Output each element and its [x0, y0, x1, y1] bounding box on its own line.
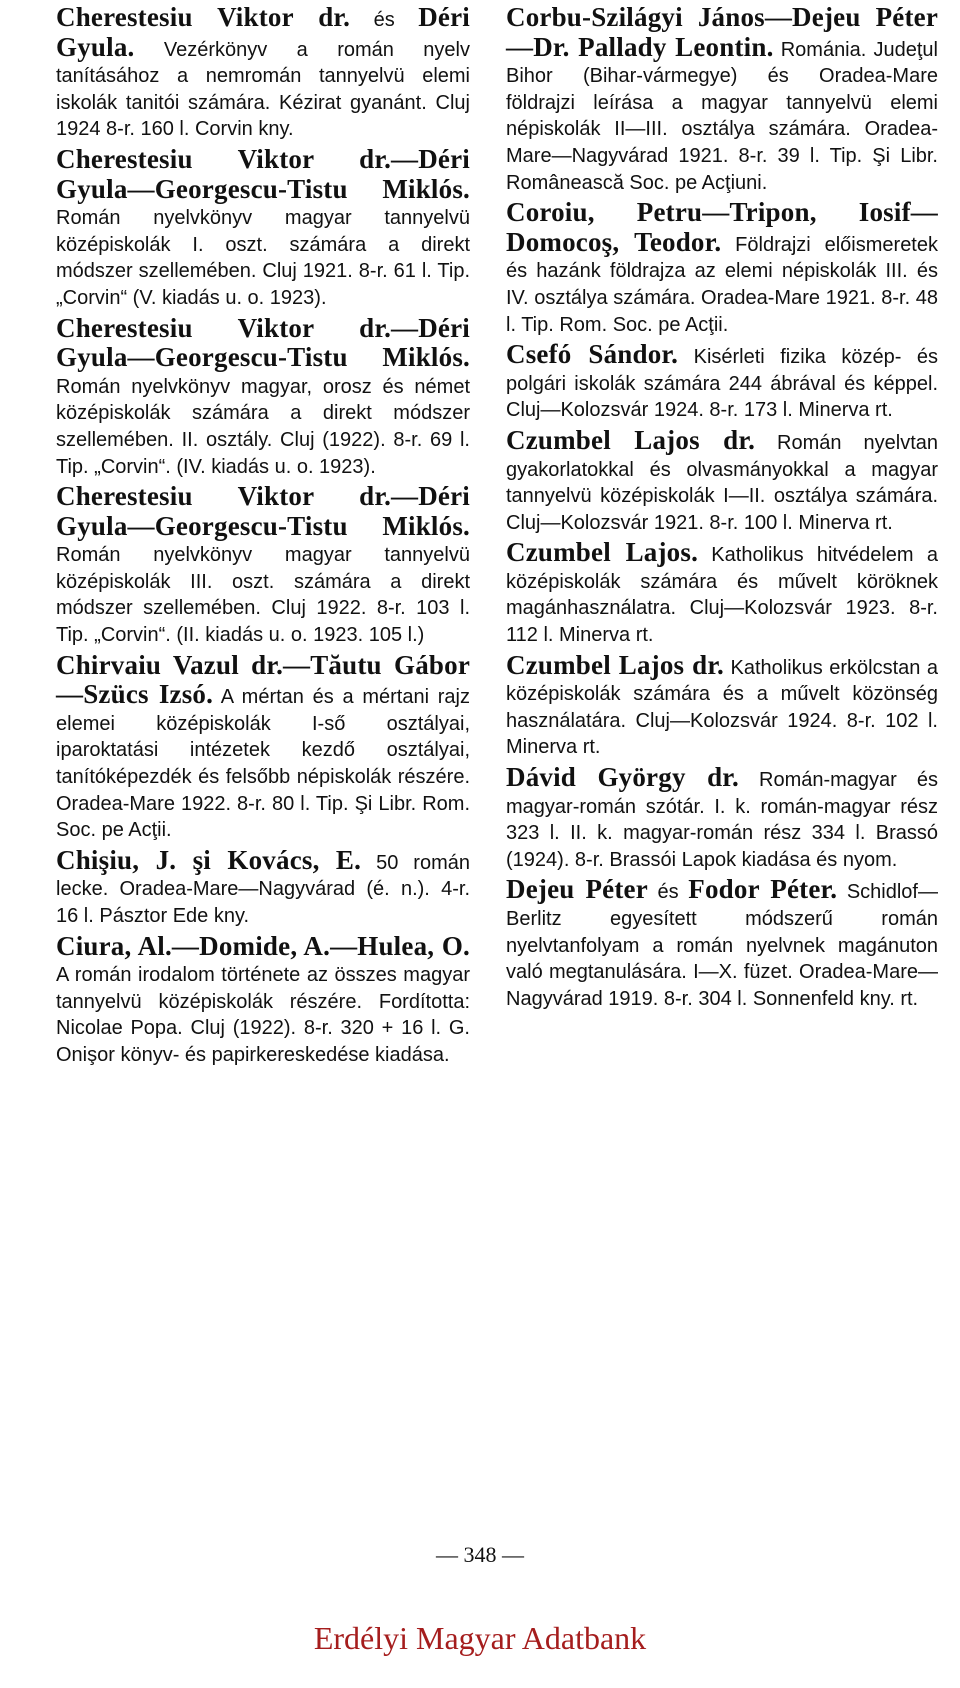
bibliography-entry	[506, 4, 938, 196]
entry-author: Dejeu Péter	[506, 874, 648, 905]
bibliography-entry	[56, 649, 470, 844]
entry-text: Katholikus erkölcstan a középiskolák számára és a művelt közönség használatára. Cluj—Kolozsvár 1924. 8-r. 102 l. Minerva rt.	[506, 656, 938, 759]
entry-text: Román nyelvkönyv magyar tannyelvü középiskolák III. oszt. számára a direkt módszer szellemében. Cluj 1922. 8-r. 103 l. Tip. „Corvin“. (II. kiadás u. o. 1923. 105 l.)	[56, 544, 470, 647]
bibliography-entry	[56, 844, 470, 930]
right-column	[506, 4, 938, 1015]
entry-author: Corbu-Szilágyi János—Dejeu Péter—Dr. Pallady Leontin.	[506, 2, 938, 62]
entry-author: Cherestesiu Viktor dr.—Déri Gyula—Georgescu-Tistu Miklós.	[56, 481, 470, 541]
bibliography-entry	[56, 312, 470, 481]
bibliography-entry	[506, 539, 938, 648]
bibliography-entry	[56, 143, 470, 312]
page-number: — 348 —	[436, 1542, 524, 1567]
entry-text: Román-magyar és magyar-román szótár. I. k. román-magyar rész 323 l. II. k. magyar-román rész 334 l. Brassó (1924). 8-r. Brassói Lapok kiadása és nyom.	[506, 769, 938, 871]
entry-text: A mértan és a mértani rajz elemei középiskolák I-ső osztályai, iparoktatási intézetek kezdő osztályai, tanítóképezdék és felsőbb népiskolák részére. Oradea-Mare 1922. 8-r. 80 l. Tip. Şi Libr. Rom. Soc. pe Acţii.	[56, 686, 470, 842]
entry-text: Románia. Judeţul Bihor (Bihar-vármegye) és Oradea-Mare földrajzi leírása a magyar tannyelvü elemi népiskolák II—III. osztálya számára. Oradea-Mare—Nagyvárad 1921. 8-r. 39 l. Tip. Şi Libr. Românească Soc. pe Acţiuni.	[506, 38, 938, 194]
entry-author: Czumbel Lajos dr.	[506, 424, 756, 455]
bibliography-entry	[506, 764, 938, 873]
bibliography-entry	[56, 483, 470, 649]
entry-text: Földrajzi előismeretek és hazánk földrajza az elemi népiskolák III. és IV. osztálya számára. Oradea-Mare 1921. 8-r. 48 l. Tip. Rom. Soc. pe Acţii.	[506, 233, 938, 336]
entry-text: A román irodalom története az összes magyar tannyelvü középiskolák részére. Fordította: Nicolae Popa. Cluj (1922). 8-r. 320 + 16 l. G. Onişor könyv- és papirkereskedése kiadása.	[56, 964, 470, 1066]
left-column	[56, 4, 470, 1072]
bibliography-entry	[506, 876, 938, 1012]
bibliography-entry	[56, 930, 470, 1069]
entry-author: Cherestesiu Viktor dr.	[56, 2, 351, 32]
entry-author: Czumbel Lajos dr.	[506, 649, 725, 680]
entry-text: Román nyelvtan gyakorlatokkal és olvasmányokkal a magyar tannyelvü középiskolák I—II. osztálya számára. Cluj—Kolozsvár 1921. 8-r. 100 l. Minerva rt.	[506, 431, 938, 534]
bibliography-entry	[506, 424, 938, 536]
footer-link[interactable]: Erdélyi Magyar Adatbank	[313, 1620, 647, 1656]
entry-author: Dávid György dr.	[506, 762, 739, 793]
entry-author: Coroiu, Petru—Tripon, Iosif—Domocoş, Teodor.	[506, 197, 938, 257]
bibliography-entry	[506, 199, 938, 338]
entry-text: Kisérleti fizika közép- és polgári iskolák számára 244 ábrával és képpel. Cluj—Kolozsvár 1924. 8-r. 173 l. Minerva rt.	[506, 346, 938, 422]
entry-author: Cherestesiu Viktor dr.—Déri Gyula—Georgescu-Tistu Miklós.	[56, 143, 470, 204]
entry-author-2: Déri Gyula.	[56, 2, 470, 62]
entry-conjunction: és	[647, 881, 689, 904]
entry-text: Katholikus hitvédelem a középiskolák számára és művelt köröknek magánhasználatra. Cluj—Kolozsvár 1923. 8-r. 112 l. Minerva rt.	[506, 544, 938, 647]
entry-text: Román nyelvkönyv magyar tannyelvü középiskolák I. oszt. számára a direkt módszer szellemében. Cluj 1921. 8-r. 61 l. Tip. „Corvin“ (V. kiadás u. o. 1923).	[56, 207, 470, 309]
entry-author: Csefó Sándor.	[506, 339, 679, 370]
entry-text: Vezérkönyv a román nyelv tanításához a nemromán tannyelvü elemi iskolák tanitói számára. Kézirat gyanánt. Cluj 1924 8-r. 160 l. Corvin kny.	[56, 38, 470, 141]
bibliography-entry	[56, 4, 470, 143]
entry-author: Chişiu, J. şi Kovács, E.	[56, 844, 362, 875]
bibliography-entry	[506, 341, 938, 424]
entry-author: Czumbel Lajos.	[506, 537, 699, 568]
entry-text: 50 román lecke. Oradea-Mare—Nagyvárad (é. n.). 4-r. 16 l. Pásztor Ede kny.	[56, 851, 470, 927]
entry-text: Schidlof—Berlitz egyesített módszerű román nyelvtanfolyam a román nyelvnek magánuton való megtanulására. I—X. füzet. Oradea-Mare—Nagyvárad 1919. 8-r. 304 l. Sonnenfeld kny. rt.	[506, 881, 938, 1010]
entry-author: Ciura, Al.—Domide, A.—Hulea, O.	[56, 930, 470, 961]
entry-author: Chirvaiu Vazul dr.—Tăutu Gábor—Szücs Izsó.	[56, 649, 470, 710]
entry-author-2: Fodor Péter.	[688, 874, 838, 905]
entry-text: Román nyelvkönyv magyar, orosz és német középiskolák számára a direkt módszer szellemében. II. osztály. Cluj (1922). 8-r. 69 l. Tip. „Corvin“. (IV. kiadás u. o. 1923).	[56, 375, 470, 478]
bibliography-entry	[506, 649, 938, 761]
entry-author: Cherestesiu Viktor dr.—Déri Gyula—Georgescu-Tistu Miklós.	[56, 312, 470, 373]
entry-conjunction: és	[350, 9, 419, 31]
